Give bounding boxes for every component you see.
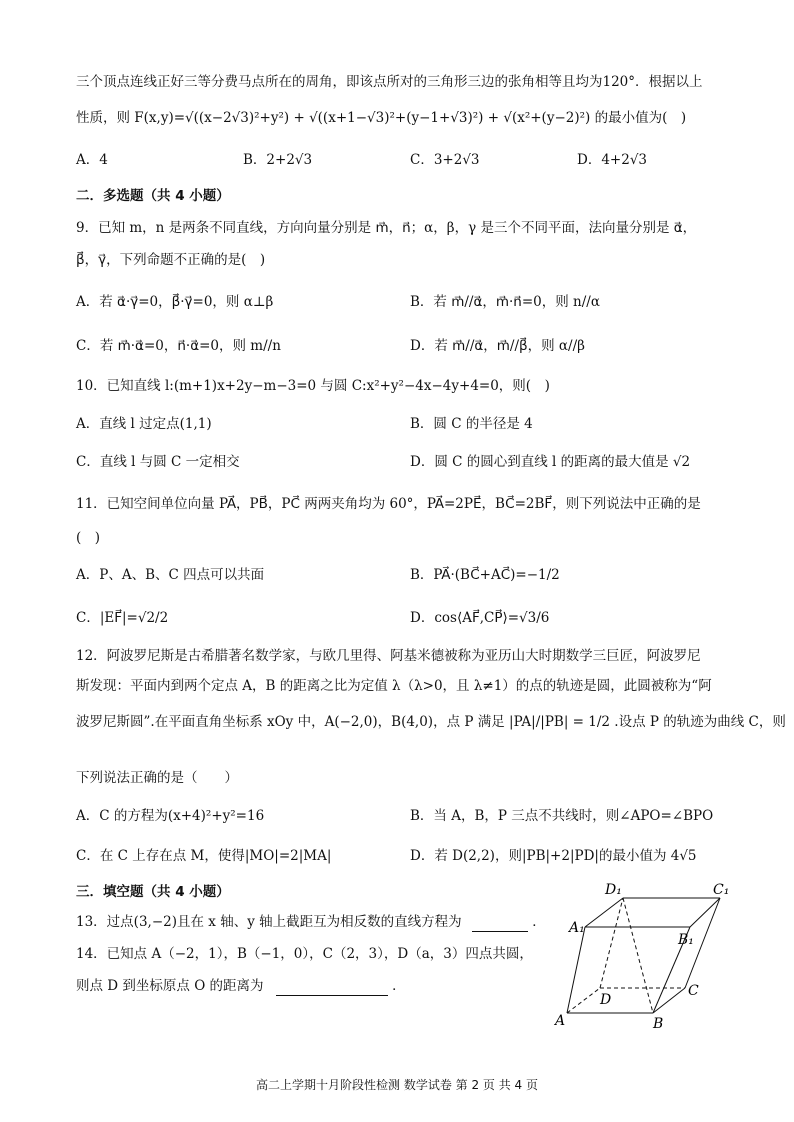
q10-option-a: A．直线 l 过定点(1,1)	[76, 416, 212, 432]
q12-line-1: 12．阿波罗尼斯是古希腊著名数学家，与欧几里得、阿基米德被称为亚历山大时期数学三巨匠，阿波罗尼	[76, 648, 701, 664]
q9-option-b: B．若 m⃗//α⃗，m⃗·n⃗=0，则 n//α	[410, 294, 600, 310]
page-footer: 高二上学期十月阶段性检测 数学试卷 第 2 页 共 4 页	[256, 1078, 538, 1092]
q13	[76, 912, 546, 932]
q10-line-1: 10．已知直线 l:(m+1)x+2y−m−3=0 与圆 C:x²+y²−4x−4y+4=0，则( )	[76, 378, 550, 394]
intro-line-1: 三个顶点连线正好三等分费马点所在的周角，即该点所对的三角形三边的张角相等且均为120°．根据以上	[76, 74, 703, 90]
q9-line-1: 9．已知 m，n 是两条不同直线，方向向量分别是 m⃗，n⃗；α，β，γ 是三个不同平面，法向量分别是 α⃗，	[76, 220, 697, 236]
section-fill-in-title: 三．填空题（共 4 小题）	[76, 884, 230, 900]
q12-option-a: A．C 的方程为(x+4)²+y²=16	[76, 808, 265, 824]
q8-option-a: A．4	[76, 152, 108, 168]
q11-line-2: ( )	[76, 530, 101, 546]
q8-option-d: D．4+2√3	[577, 152, 648, 168]
intro-line-2: 性质，则 F(x,y)=√((x−2√3)²+y²) + √((x+1−√3)²+(y−1+√3)²) + √(x²+(y−2)²) 的最小值为( )	[76, 110, 687, 126]
q10-option-d: D．圆 C 的圆心到直线 l 的距离的最大值是 √2	[410, 454, 691, 470]
q10-option-b: B．圆 C 的半径是 4	[410, 416, 533, 432]
label-c: C	[688, 983, 699, 999]
q11-option-a: A．P、A、B、C 四点可以共面	[76, 567, 265, 583]
q12-option-c: C．在 C 上存在点 M，使得|MO|=2|MA|	[76, 848, 332, 864]
q11-option-c: C．|EF⃗|=√2/2	[76, 610, 169, 626]
label-a1: A₁	[569, 920, 585, 936]
q14-period: ．	[392, 978, 406, 994]
q10-option-c: C．直线 l 与圆 C 一定相交	[76, 454, 240, 470]
q12-line-3: 波罗尼斯圆”.在平面直角坐标系 xOy 中，A(−2,0)，B(4,0)，点 P 满足 |PA|/|PB| = 1/2 .设点 P 的轨迹为曲线 C，则	[76, 714, 786, 730]
q13-period: ．	[532, 914, 546, 930]
q8-option-c: C．3+2√3	[410, 152, 480, 168]
parallelepiped-figure	[545, 880, 745, 1030]
q9-option-c: C．若 m⃗·α⃗=0，n⃗·α⃗=0，则 m//n	[76, 338, 281, 354]
q9-option-d: D．若 m⃗//α⃗，m⃗//β⃗，则 α//β	[410, 338, 585, 354]
label-d: D	[600, 992, 612, 1008]
label-c1: C₁	[713, 882, 730, 898]
q8-option-b: B．2+2√3	[243, 152, 313, 168]
q12-line-4: 下列说法正确的是（ ）	[76, 770, 238, 786]
q9-option-a: A．若 α⃗·γ⃗=0，β⃗·γ⃗=0，则 α⊥β	[76, 294, 274, 310]
label-b: B	[653, 1016, 664, 1030]
section-multiple-choice-title: 二．多选题（共 4 小题）	[76, 188, 230, 204]
q11-line-1: 11．已知空间单位向量 PA⃗，PB⃗，PC⃗ 两两夹角均为 60°，PA⃗=2PE⃗，BC⃗=2BF⃗，则下列说法中正确的是	[76, 496, 701, 512]
q11-option-d: D．cos⟨AF⃗,CP⃗⟩=√3/6	[410, 610, 550, 626]
q12-option-b: B．当 A，B，P 三点不共线时，则∠APO=∠BPO	[410, 808, 714, 824]
label-b1: B₁	[678, 932, 694, 948]
q12-line-2: 斯发现：平面内到两个定点 A，B 的距离之比为定值 λ（λ>0，且 λ≠1）的点的轨迹是圆，此圆被称为“阿	[76, 678, 712, 694]
q13-answer-blank[interactable]	[472, 917, 528, 932]
q14-text: 则点 D 到坐标原点 O 的距离为	[76, 978, 264, 994]
label-a: A	[555, 1013, 566, 1029]
q14-answer-blank[interactable]	[276, 981, 388, 996]
label-d1: D₁	[605, 882, 622, 898]
q11-option-b: B．PA⃗·(BC⃗+AC⃗)=−1/2	[410, 567, 560, 583]
q14-line-2	[76, 976, 406, 996]
q12-option-d: D．若 D(2,2)，则|PB|+2|PD|的最小值为 4√5	[410, 848, 697, 864]
q9-line-2: β⃗，γ⃗，下列命题不正确的是( )	[76, 252, 266, 268]
q14-line-1: 14．已知点 A（−2，1），B（−1，0），C（2，3），D（a，3）四点共圆，	[76, 946, 533, 962]
q13-text: 13．过点(3,−2)且在 x 轴、y 轴上截距互为相反数的直线方程为	[76, 914, 462, 930]
